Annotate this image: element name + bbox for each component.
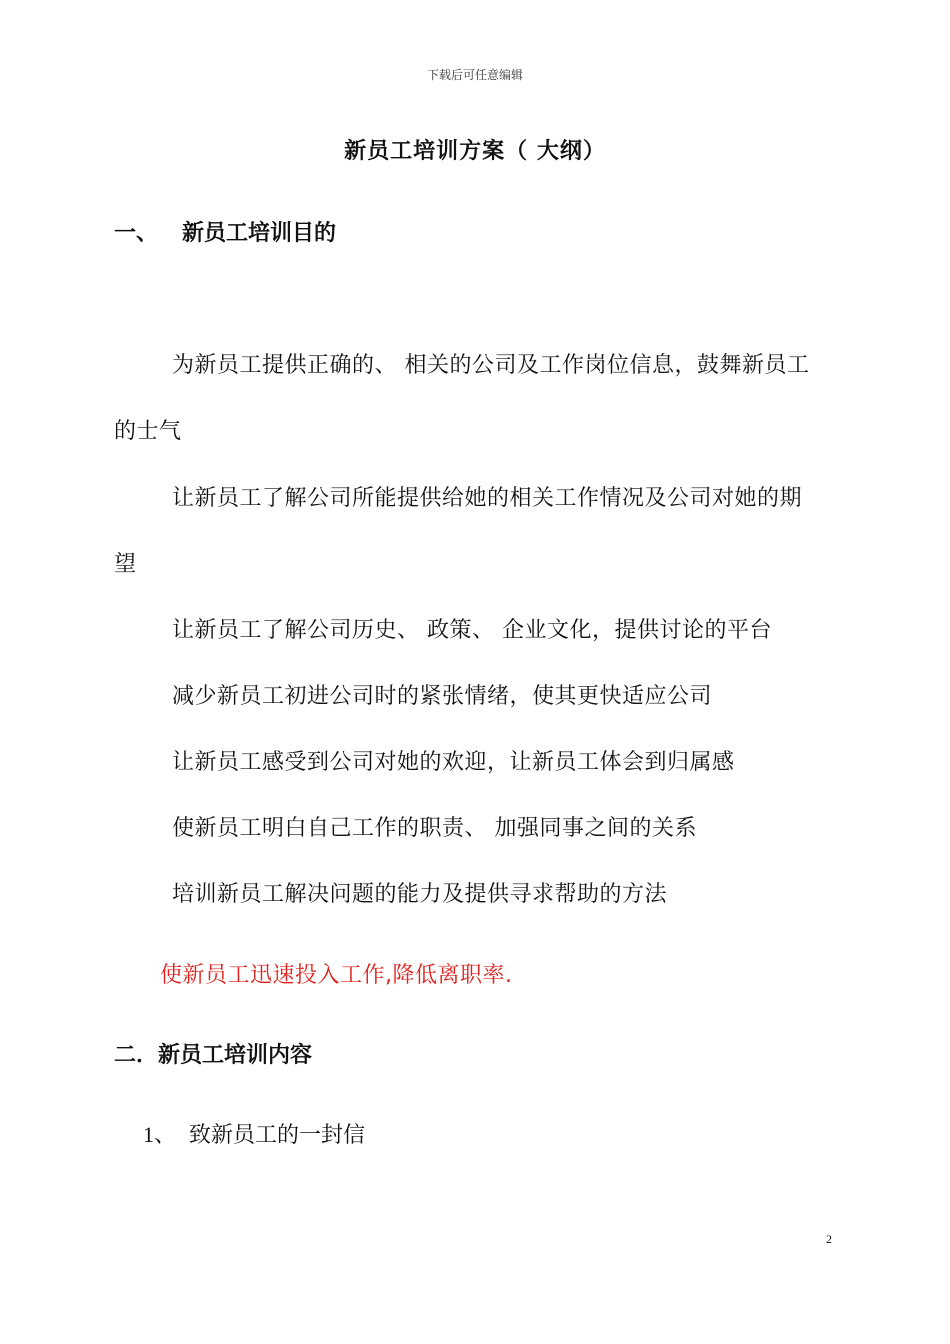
paragraph-line: 培训新员工解决问题的能力及提供寻求帮助的方法	[172, 882, 668, 907]
document-title: 新员工培训方案（ 大纲）	[344, 139, 606, 164]
paragraph-line: 的士气	[114, 419, 182, 444]
list-item-number: 1、	[143, 1122, 177, 1147]
page-number: 2	[826, 1232, 832, 1246]
paragraph-line: 让新员工感受到公司对她的欢迎，让新员工体会到归属感	[172, 750, 735, 775]
paragraph-line: 让新员工了解公司历史、 政策、 企业文化，提供讨论的平台	[172, 618, 772, 643]
page-header: 下载后可任意编辑	[426, 68, 523, 82]
paragraph-line: 为新员工提供正确的、 相关的公司及工作岗位信息，鼓舞新员工	[172, 353, 810, 378]
section-1-heading	[114, 216, 336, 247]
list-item-text: 致新员工的一封信	[189, 1123, 366, 1148]
paragraph-line: 减少新员工初进公司时的紧张情绪，使其更快适应公司	[172, 684, 713, 709]
paragraph-line: 让新员工了解公司所能提供给她的相关工作情况及公司对她的期	[172, 486, 803, 511]
paragraph-line: 望	[114, 552, 137, 577]
highlight-line: 使新员工迅速投入工作,降低离职率.	[160, 963, 513, 988]
section-2-heading: 二．新员工培训内容	[114, 1043, 313, 1068]
paragraph-line: 使新员工明白自己工作的职责、 加强同事之间的关系	[172, 816, 697, 841]
section-1-number: 一、	[114, 221, 159, 246]
section-1-title: 新员工培训目的	[182, 221, 337, 246]
list-item	[143, 1118, 365, 1149]
